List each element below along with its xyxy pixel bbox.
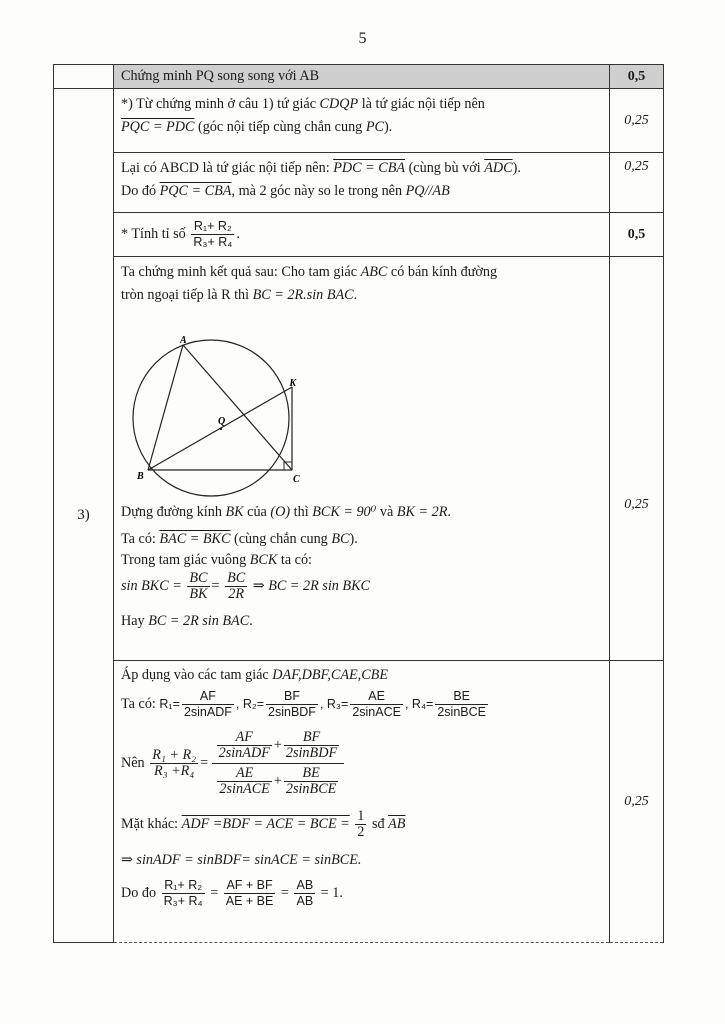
part1-note-c: ). <box>383 119 393 135</box>
d2-b: (cùng chắn cung <box>234 531 328 547</box>
sin-rhs: ⇒ BC = 2R sin BKC <box>252 577 370 594</box>
angle-eq-pdc-cba: PDC = CBA <box>333 160 406 176</box>
part4-text <box>114 661 609 913</box>
part3-row <box>54 257 664 661</box>
d1-eq1: BCK = 90⁰ <box>312 504 377 520</box>
d2-a: Ta có: <box>121 531 156 547</box>
part1-text <box>114 89 609 143</box>
ap-triangles: DAF,DBF,CAE,CBE <box>272 667 389 683</box>
sin-equation: sin BKC = $\frac{BC}{BK}$ = $\frac{BC}{2R}$ ⇒ BC = 2R sin BKC <box>121 570 370 602</box>
sin-lhs: sin BKC = <box>121 577 182 594</box>
r3-label: , R₃= <box>319 696 349 711</box>
do-do-equation: Do đo $\frac{\text{R₁+ R₂}}{\text{R₃+ R₄}}$ = $\frac{AF + BF}{AE + BE}$ = $\frac{AB}{AB}$ = 1. <box>121 878 343 908</box>
d2-bc: BC <box>331 531 350 547</box>
d1-b: của <box>247 504 267 520</box>
nen-label: Nên <box>121 754 145 771</box>
t3-den: 2sinACE <box>219 781 270 797</box>
ratio-num: R₁+ R₂ <box>191 219 234 235</box>
circle-figure <box>127 315 300 495</box>
r4-den: 2sinBCE <box>437 705 486 719</box>
section-score: 0,5 <box>610 65 664 89</box>
r2-label: , R₂= <box>235 696 265 711</box>
d1-a: Dựng đường kính <box>121 504 222 520</box>
r2-frac <box>266 689 318 720</box>
frac-bc-bk <box>187 571 209 602</box>
part2-line1-c: ). <box>512 160 521 176</box>
part1-line1-a: *) Từ chứng minh ở câu 1) tứ giác <box>121 96 316 112</box>
r-formulas <box>121 689 602 720</box>
angle-eq-pqc-pdc: PQC = PDC <box>121 119 195 135</box>
r2-num: BF <box>266 689 318 705</box>
segment-ac <box>183 345 292 470</box>
do-f2-den: AE + BE <box>225 894 274 908</box>
part1-line1-c: là tứ giác nội tiếp nên <box>361 96 485 112</box>
d2-eq: BAC = BKC <box>159 531 231 547</box>
section-header-row <box>54 65 664 89</box>
do-frac1 <box>162 878 205 909</box>
do-num: R₁+ R₂ <box>162 878 205 894</box>
d3-bck: BCK <box>249 552 278 568</box>
part2-line1-a: Lại có ABCD là tứ giác nội tiếp nên: <box>121 160 330 176</box>
solution-table <box>53 64 664 943</box>
frac-bc-2r <box>225 571 247 602</box>
segment-ab <box>148 345 183 470</box>
label-c: C <box>293 474 300 485</box>
do-den: R₃+ R₄ <box>163 894 203 908</box>
d1-c: thì <box>293 504 309 520</box>
d2-c: ). <box>349 531 358 547</box>
center-point <box>220 428 222 430</box>
r4-num: BE <box>435 689 488 705</box>
f2-den: 2R <box>228 586 245 602</box>
part2-line1-b: (cùng bù với <box>408 160 481 176</box>
d1-and: và <box>379 504 394 520</box>
part4-row <box>54 661 664 943</box>
triangle-abc: ABC <box>360 264 388 280</box>
part3-line1-b: có bán kính đường <box>390 264 498 280</box>
label-a: A <box>180 335 187 346</box>
hay-end: . <box>249 613 253 629</box>
sin-equalities: ⇒ sinADF = sinBDF= sinACE = sinBCE. <box>121 852 362 868</box>
d3-a: Trong tam giác vuông <box>121 552 247 568</box>
ratio-den: R₃+ R₄ <box>193 235 233 249</box>
r4-frac <box>435 689 488 720</box>
label-k: K <box>289 378 296 389</box>
ap-a: Áp dụng vào các tam giác <box>121 667 269 683</box>
plus-top: + <box>273 736 282 753</box>
nen-den: R₃ +R₄ <box>153 763 195 779</box>
mk-a: Mặt khác: <box>121 815 179 832</box>
f1-num: BC <box>189 570 208 586</box>
bc-formula: BC = 2R.sin BAC <box>252 287 354 303</box>
half-den: 2 <box>357 824 365 840</box>
r1-label: R₁= <box>159 696 180 711</box>
do-f3-den: AB <box>296 894 314 908</box>
t3-num: AE <box>217 766 271 782</box>
angle-eq-pqc-cba: PQC = CBA <box>159 183 232 199</box>
part3-line2-end: . <box>353 287 358 303</box>
section-title: Chứng minh PQ song song với AB <box>121 68 320 84</box>
do-frac2 <box>224 878 276 909</box>
circumcircle <box>133 340 289 496</box>
part2-row <box>54 153 664 213</box>
question-label: 3) <box>54 89 114 943</box>
do-end: = 1. <box>320 884 343 901</box>
nen-frac <box>150 748 198 779</box>
t4-frac <box>284 766 338 797</box>
f2-num: BC <box>227 570 246 586</box>
t2-frac <box>284 730 339 761</box>
t1-frac <box>217 730 272 761</box>
hay-a: Hay <box>121 613 145 629</box>
mk-eq: ADF =BDF = ACE = BCE = <box>181 815 350 832</box>
d3-b: ta có: <box>280 552 312 568</box>
t2-den: 2sinBDF <box>285 745 338 761</box>
compound-fraction <box>212 728 344 799</box>
header-blank-cell <box>54 65 114 89</box>
t3-frac <box>217 766 271 797</box>
mk-arc-ab: $\overline{AB}$ <box>388 815 406 832</box>
f1-den: BK <box>189 586 208 602</box>
t1-num: AF <box>217 730 272 746</box>
part4-score: 0,25 <box>610 661 664 943</box>
t4-den: 2sinBCE <box>285 781 337 797</box>
mat-khac <box>121 809 602 840</box>
ratio-header-row <box>54 213 664 257</box>
part2-text <box>114 153 609 207</box>
r4-label: , R₄= <box>404 696 434 711</box>
nen-equation: Nên $\frac{\text{R₁ + R₂}}{\text{R₃ +R₄}}$ = $\frac{AF}{\text{2sinADF}}$ + $\frac{BF}{\text{2sinBDF}}$ $\frac{AE}{\text{2sinACE}}$ + $\frac{BE}{\text{2sinBCE}}$ <box>121 728 602 799</box>
label-b: B <box>137 471 144 482</box>
arc-pc: PC <box>365 119 384 135</box>
do-f3-num: AB <box>296 878 314 892</box>
d1-o: (O) <box>270 504 291 520</box>
r3-frac <box>350 689 403 720</box>
r3-num: AE <box>350 689 403 705</box>
hay-eq: BC = 2R sin BAC <box>148 613 250 629</box>
ratio-label: * Tính tỉ số <box>121 225 186 242</box>
mk-sd: sđ <box>371 815 385 832</box>
part2-score: 0,25 <box>610 153 664 213</box>
t2-num: BF <box>284 730 339 746</box>
compound-top <box>212 728 344 764</box>
part1-note-a: (góc nội tiếp cùng chắn cung <box>197 119 363 135</box>
r3-den: 2sinACE <box>352 705 401 719</box>
part1-score: 0,25 <box>610 89 664 153</box>
half-num: 1 <box>357 808 365 824</box>
label-q: Q <box>218 416 226 427</box>
ratio-header: * Tính tỉ số $\frac{\text{R₁+ R₂}}{\text{R₃+ R₄}}$ . <box>121 219 240 249</box>
r1-frac <box>182 689 234 720</box>
part2-line2-b: , mà 2 góc này so le trong nên <box>231 183 403 199</box>
d1-end: . <box>447 504 451 520</box>
half-frac <box>355 809 366 840</box>
part3-line2-a: tròn ngoại tiếp là R thì <box>121 287 250 303</box>
r2-den: 2sinBDF <box>268 705 316 719</box>
do-f2-num: AF + BF <box>224 878 276 894</box>
part3-score: 0,25 <box>610 257 664 661</box>
part3-line1-a: Ta chứng minh kết quả sau: Cho tam giác <box>121 264 358 280</box>
section-title-cell <box>114 65 610 89</box>
compound-bottom <box>212 764 344 799</box>
part1-row <box>54 89 664 153</box>
ratio-fraction <box>191 219 234 250</box>
nen-num: R₁ + R₂ <box>152 747 197 763</box>
pq-parallel-ab: PQ//AB <box>405 183 450 199</box>
do-a: Do đo <box>121 884 157 901</box>
d1-bk: BK <box>225 504 244 520</box>
plus-bottom: + <box>273 772 282 789</box>
r1-num: AF <box>182 689 234 705</box>
t1-den: 2sinADF <box>218 745 270 761</box>
taco: Ta có: <box>121 695 156 712</box>
part2-line2-a: Do đó <box>121 183 157 199</box>
angle-adc: $\overline{ADC}$ <box>484 160 513 176</box>
do-frac3 <box>294 878 315 909</box>
t4-num: BE <box>284 766 338 782</box>
d1-eq2: BK = 2R <box>396 504 448 520</box>
part3-text <box>114 257 609 637</box>
page-number: 5 <box>358 30 367 47</box>
ratio-score: 0,5 <box>610 213 664 257</box>
quad-cdqp: CDQP <box>319 96 359 112</box>
r1-den: 2sinADF <box>183 705 232 719</box>
